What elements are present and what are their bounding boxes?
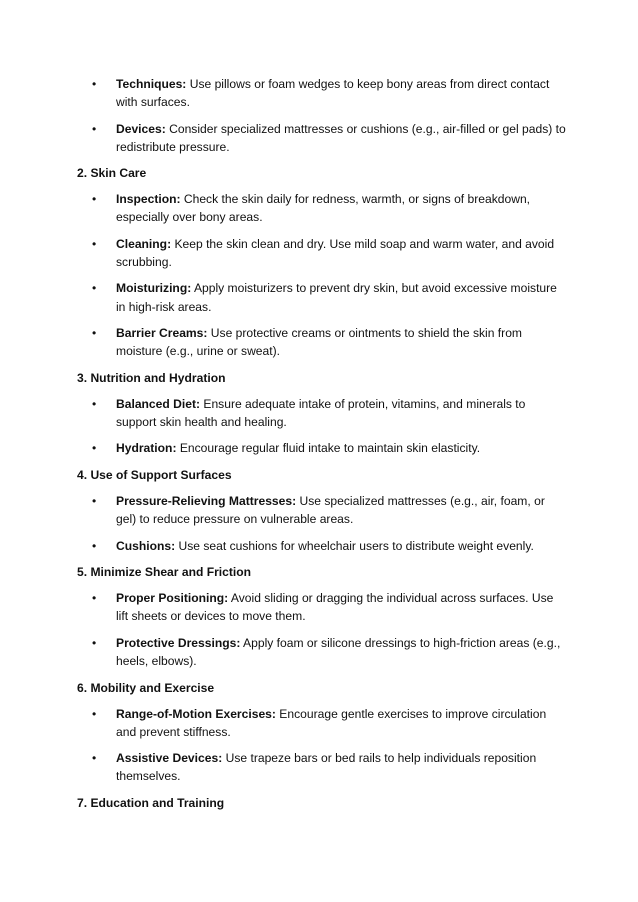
bullet-icon: • (92, 591, 97, 606)
item-text: Apply moisturizers to prevent dry skin, but avoid excessive moisture in high-risk areas. (116, 281, 557, 314)
section-bullet-list (77, 190, 567, 360)
list-item (77, 279, 567, 315)
section-bullet-list (77, 395, 567, 458)
item-text: Use pillows or foam wedges to keep bony areas from direct contact with surfaces. (116, 77, 550, 110)
section (77, 466, 567, 555)
bullet-icon: • (92, 77, 97, 91)
list-item (77, 589, 567, 625)
bullet-icon: • (92, 538, 97, 553)
list-item (77, 749, 567, 785)
bullet-icon: • (92, 751, 97, 766)
intro-bullet-list (77, 75, 567, 156)
bullet-icon: • (92, 635, 97, 650)
item-label: Cleaning: (116, 236, 172, 251)
bullet-icon: • (92, 281, 97, 296)
section (77, 369, 567, 458)
bullet-icon: • (92, 326, 97, 341)
item-label: Devices: (116, 121, 166, 136)
item-text: Use protective creams or ointments to shield the skin from moisture (e.g., urine or sweat). (116, 326, 522, 359)
section (77, 679, 567, 786)
section-heading: 3. Nutrition and Hydration (77, 370, 226, 385)
bullet-icon: • (92, 396, 97, 411)
item-text: Use seat cushions for wheelchair users to distribute weight evenly. (175, 538, 534, 553)
item-text: Keep the skin clean and dry. Use mild soap and warm water, and avoid scrubbing. (116, 236, 555, 270)
list-item (77, 705, 567, 741)
item-label: Moisturizing: (116, 281, 192, 296)
section-bullet-list (77, 492, 567, 555)
item-text: Encourage regular fluid intake to maintain skin elasticity. (176, 441, 481, 456)
section-heading: 2. Skin Care (77, 166, 147, 181)
list-item (77, 395, 567, 431)
item-text: Avoid sliding or dragging the individual across surfaces. Use lift sheets or devices to move them. (116, 591, 554, 624)
list-item (77, 439, 567, 457)
item-text: Apply foam or silicone dressings to high-friction areas (e.g., heels, elbows). (116, 635, 561, 669)
list-item (77, 235, 567, 271)
item-label: Balanced Diet: (116, 396, 201, 411)
item-text: Use specialized mattresses (e.g., air, foam, or gel) to reduce pressure on vulnerable areas. (116, 494, 545, 527)
document-body (77, 75, 567, 820)
section (77, 563, 567, 670)
item-text: Consider specialized mattresses or cushions (e.g., air-filled or gel pads) to redistribute pressure. (116, 121, 566, 154)
section-bullet-list (77, 589, 567, 670)
bullet-icon: • (92, 121, 97, 136)
item-label: Protective Dressings: (116, 635, 241, 650)
list-item (77, 190, 567, 226)
item-label: Inspection: (116, 192, 181, 207)
section (77, 164, 567, 360)
list-item (77, 634, 567, 670)
section-heading: 4. Use of Support Surfaces (77, 467, 232, 482)
bullet-icon: • (92, 192, 97, 207)
list-item (77, 324, 567, 360)
bullet-icon: • (92, 494, 97, 509)
section (77, 794, 567, 812)
item-label: Cushions: (116, 538, 176, 553)
item-label: Barrier Creams: (116, 326, 208, 341)
item-label: Pressure-Relieving Mattresses: (116, 494, 297, 509)
item-text: Ensure adequate intake of protein, vitamins, and minerals to support skin health and healing. (116, 396, 526, 430)
item-label: Proper Positioning: (116, 591, 229, 606)
list-item (77, 75, 567, 111)
item-label: Hydration: (116, 441, 177, 456)
bullet-icon: • (92, 236, 97, 251)
section-heading: 7. Education and Training (77, 795, 225, 810)
item-label: Range-of-Motion Exercises: (116, 706, 276, 721)
item-text: Use trapeze bars or bed rails to help individuals reposition themselves. (116, 751, 537, 784)
item-text: Check the skin daily for redness, warmth, or signs of breakdown, especially over bony areas. (116, 192, 531, 225)
bullet-icon: • (92, 441, 97, 456)
item-text: Encourage gentle exercises to improve circulation and prevent stiffness. (116, 706, 547, 739)
section-bullet-list (77, 705, 567, 786)
section-heading: 6. Mobility and Exercise (77, 680, 215, 695)
list-item (77, 492, 567, 528)
bullet-icon: • (92, 706, 97, 721)
list-item (77, 537, 567, 555)
item-label: Assistive Devices: (116, 751, 223, 766)
section-heading: 5. Minimize Shear and Friction (77, 565, 252, 580)
item-label: Techniques: (116, 77, 187, 91)
list-item (77, 120, 567, 156)
